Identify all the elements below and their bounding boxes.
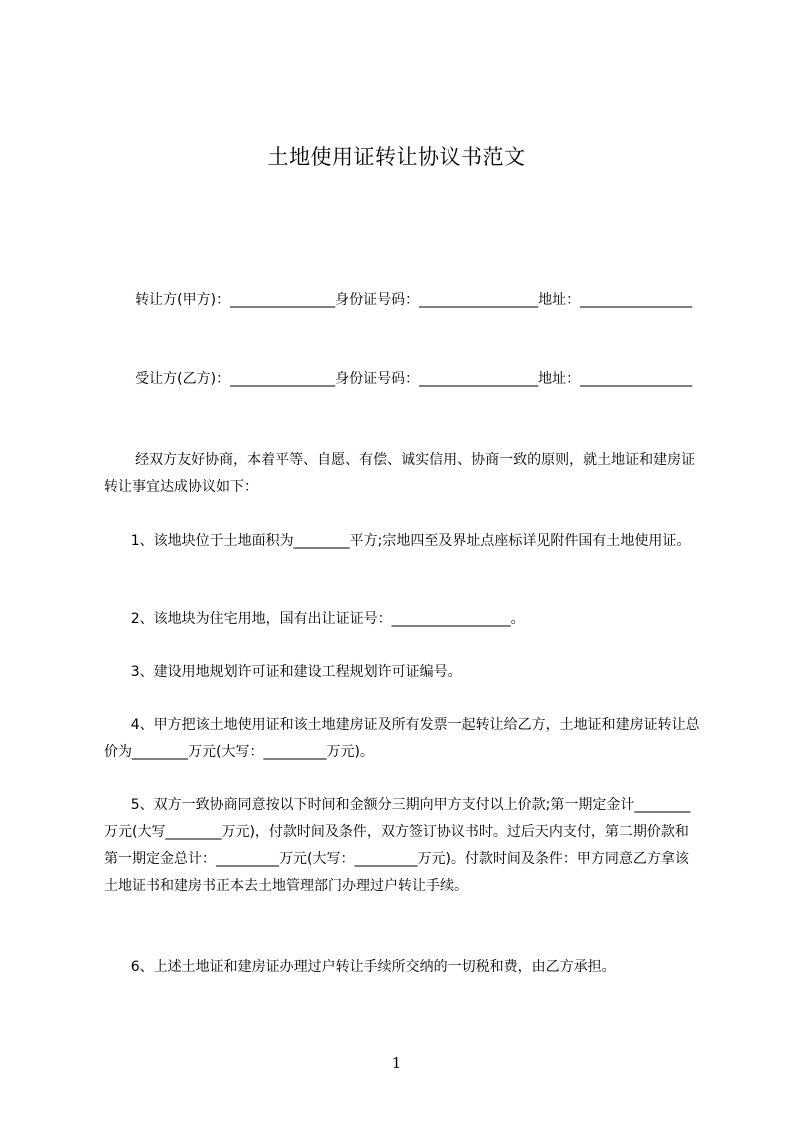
- page-number: 1: [391, 1054, 402, 1072]
- clause-1: 1、该地块位于土地面积为________平方;宗地四至及界址点座标详见附件国有土地使用证。: [104, 533, 691, 549]
- document-title: 土地使用证转让协议书范文: [267, 145, 526, 169]
- clause-4: 4、甲方把该土地使用证和该土地建房证及所有发票一起转让给乙方，土地证和建房证转让总价为________万元(大写：_________万元)。: [104, 717, 700, 760]
- clause-5: 5、双方一致协商同意按以下时间和金额分三期向甲方支付以上价款;第一期定金计________万元(大写________万元)，付款时间及条件，双方签订协议书时。过后天内支付，第二期价款和第一期定金总计：_________万元(大写：_________万元)。付款时间及条件：甲方同意乙方拿该土地证书和建房书正本去土地管理部门办理过户转让手续。: [104, 797, 691, 894]
- paragraph-transferor: 转让方(甲方)：_______________身份证号码：_________________地址：________________: [104, 292, 693, 308]
- clause-3: 3、建设用地规划许可证和建设工程规划许可证编号。: [104, 664, 462, 680]
- clause-2: 2、该地块为住宅用地，国有出让证证号：_________________。: [104, 611, 525, 627]
- clause-6: 6、上述土地证和建房证办理过户转让手续所交纳的一切税和费，由乙方承担。: [104, 959, 616, 975]
- paragraph-preamble: 经双方友好协商，本着平等、自愿、有偿、诚实信用、协商一致的原则，就土地证和建房证转让事宜达成协议如下：: [104, 452, 696, 495]
- paragraph-transferee: 受让方(乙方)：_______________身份证号码：_________________地址：________________: [104, 371, 693, 387]
